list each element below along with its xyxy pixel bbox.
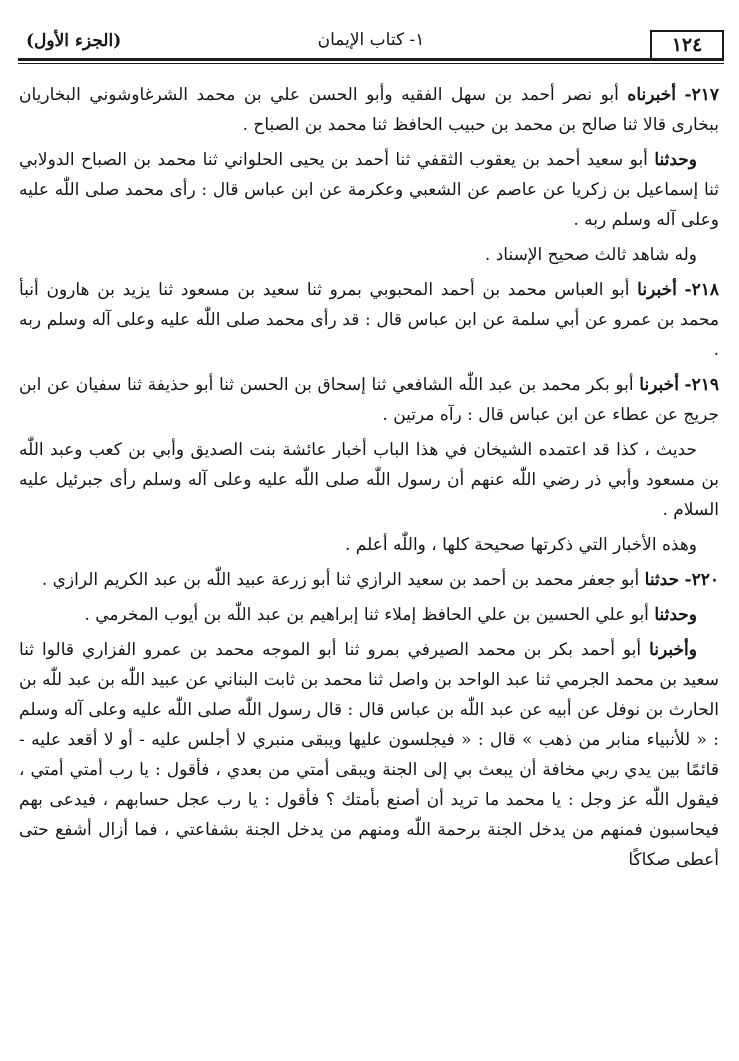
paragraph-text: أبو أحمد بكر بن محمد الصيرفي بمرو ثنا أبو الموجه محمد بن عمرو الفزاري قالوا ثنا سعيد بن محمد الجرمي ثنا عبد الواحد بن واصل ثنا محمد بن ثابت البناني عن عبيد اللّٰه بن عبد للّٰه بن الحارث بن نوفل عن أبيه عن عبد اللّٰه بن عباس قال : قال رسول اللّٰه صلى اللّٰه عليه وعلى آله وسلم : « للأنبياء منابر من ذهب » قال : « فيجلسون عليها ويبقى منبري لا أجلس عليه - أو لا أقعد عليه - قائمًا بين يدي ربي مخافة أن يبعث بي إلى الجنة ويبقى أمتي من بعدي ، فأقول : يا رب أمتي أمتي ، فيقول اللّٰه عز وجل : يا محمد ما تريد أن أصنع بأمتك ؟ فأقول : يا رب عجل حسابهم ، فيدعى بهم فيحاسبون فمنهم من يدخل الجنة برحمة اللّٰه ومنهم من يدخل الجنة بشفاعتي ، فما أزال أشفع حتى أعطى صكاكًا [19,640,720,870]
paragraph-text: أبو العباس محمد بن أحمد المحبوبي بمرو ثنا سعيد بن مسعود ثنا يزيد بن هارون أنبأ محمد بن عمرو عن أبي سلمة عن ابن عباس قال : قد رأى محمد صلى اللّٰه عليه وعلى آله وسلم ربه . [19,280,719,360]
paragraph-text: أبو جعفر محمد بن أحمد بن سعيد الرازي ثنا أبو زرعة عبيد اللّٰه بن عبد الكريم الرازي . [41,570,640,590]
isnad-lead: وحدثنا [654,605,697,625]
paragraph-comment [19,240,719,270]
part-label: (الجزء الأول) [26,31,122,51]
paragraph-chain [19,600,719,630]
paragraph-comment [19,530,719,560]
hadith-number: ٢١٧- [684,85,719,105]
isnad-lead: وأخبرنا [649,640,697,660]
running-header [18,22,724,64]
paragraph-text: أبو نصر أحمد بن سهل الفقيه وأبو الحسن علي بن محمد الشرغاوشوني البخاريان ببخارى قالا ثنا صالح بن محمد بن حبيب الحافظ ثنا محمد بن الصباح . [19,85,719,135]
paragraph-text: وله شاهد ثالث صحيح الإسناد . [484,245,697,265]
hadith-number: ٢١٨- [684,280,720,300]
isnad-lead: حدثنا [644,570,680,590]
hadith-number: ٢٢٠- [684,570,719,590]
isnad-lead: أخبرنا [637,280,677,300]
hadith-number: ٢١٩- [684,375,720,395]
hadith-219 [19,370,719,430]
isnad-lead: أخبرنا [639,375,679,395]
paragraph-comment [19,435,719,525]
paragraph-text: وهذه الأخبار التي ذكرتها صحيحة كلها ، واللّٰه أعلم . [345,535,697,555]
isnad-lead: وحدثنا [654,150,697,170]
paragraph-text: أبو سعيد أحمد بن يعقوب الثقفي ثنا أحمد بن يحيى الحلواني ثنا محمد بن الصباح الدولابي ثنا إسماعيل بن زكريا عن عاصم عن الشعبي وعكرمة عن ابن عباس قال : رأى محمد صلى اللّٰه عليه وعلى آله وسلم ربه . [19,150,719,230]
paragraph-chain [19,635,719,875]
hadith-220 [19,565,719,595]
header-rule-thin [18,63,724,64]
page-number: ١٢٤ [650,30,724,58]
paragraph-chain [19,145,719,235]
body-text [19,80,719,880]
isnad-lead: أخبرناه [627,85,676,105]
hadith-217 [19,80,719,140]
book-title: ١- كتاب الإيمان [317,30,425,50]
header-rule-thick [18,58,724,61]
paragraph-text: حديث ، كذا قد اعتمده الشيخان في هذا الباب أخبار عائشة بنت الصديق وأبي بن كعب وعبد اللّٰه بن مسعود وأبي ذر رضي اللّٰه عنهم أن رسول اللّٰه صلى اللّٰه عليه وعلى آله وسلم رأى جبرئيل عليه السلام . [19,440,719,520]
hadith-218 [19,275,719,365]
paragraph-text: أبو بكر محمد بن عبد اللّٰه الشافعي ثنا إسحاق بن الحسن ثنا أبو حذيفة ثنا سفيان عن ابن جريج عن عطاء عن ابن عباس قال : رآه مرتين . [19,375,719,425]
paragraph-text: أبو علي الحسين بن علي الحافظ إملاء ثنا إبراهيم بن عبد اللّٰه بن أيوب المخرمي . [84,605,649,625]
